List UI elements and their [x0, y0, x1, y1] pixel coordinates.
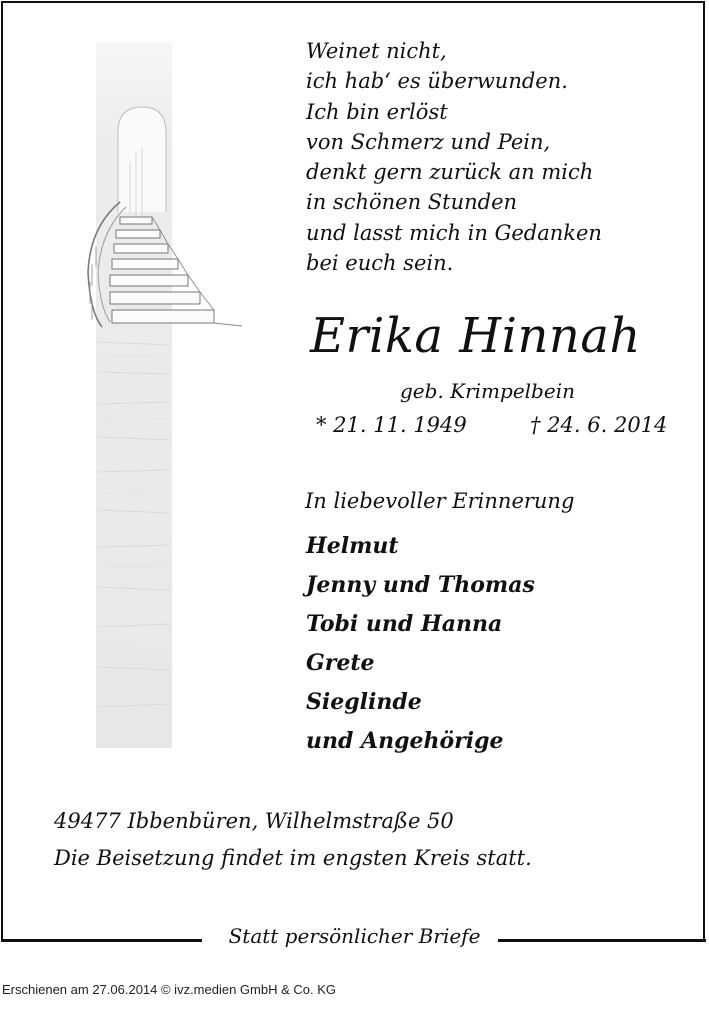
address: 49477 Ibbenbüren, Wilhelmstraße 50	[54, 809, 454, 833]
memory-intro: In liebevoller Erinnerung	[305, 489, 575, 513]
poem-line: ich hab‘ es überwunden.	[306, 69, 568, 94]
mourner-name: Sieglinde	[306, 689, 422, 715]
death-date: † 24. 6. 2014	[530, 413, 668, 437]
mourner-name: Grete	[306, 650, 375, 676]
mourner-name: Helmut	[306, 533, 399, 559]
poem-line: in schönen Stunden	[306, 190, 518, 215]
mourner-name: Jenny und Thomas	[306, 572, 535, 598]
publication-credit: Erschienen am 27.06.2014 © ivz.medien GmbH & Co. KG	[2, 982, 337, 997]
mourners-list	[306, 527, 535, 761]
footer-note	[0, 924, 709, 948]
mourner-name: und Angehörige	[306, 728, 504, 754]
poem-line: Weinet nicht,	[306, 39, 447, 63]
staircase-illustration-icon	[60, 42, 250, 748]
footer-note-text: Statt persönlicher Briefe	[223, 924, 487, 948]
burial-note: Die Beisetzung findet im engsten Kreis statt.	[54, 846, 532, 870]
poem-line: und lasst mich in Gedanken	[306, 220, 602, 245]
poem-line: bei euch sein.	[306, 251, 454, 276]
birth-date: * 21. 11. 1949	[316, 413, 467, 437]
deceased-name: Erika Hinnah	[310, 308, 641, 364]
poem-line: Ich bin erlöst	[306, 99, 448, 124]
poem-line: denkt gern zurück an mich	[306, 160, 594, 185]
mourner-name: Tobi und Hanna	[306, 611, 503, 637]
maiden-name: geb. Krimpelbein	[400, 379, 575, 403]
poem-line: von Schmerz und Pein,	[306, 129, 551, 154]
poem	[306, 36, 602, 278]
